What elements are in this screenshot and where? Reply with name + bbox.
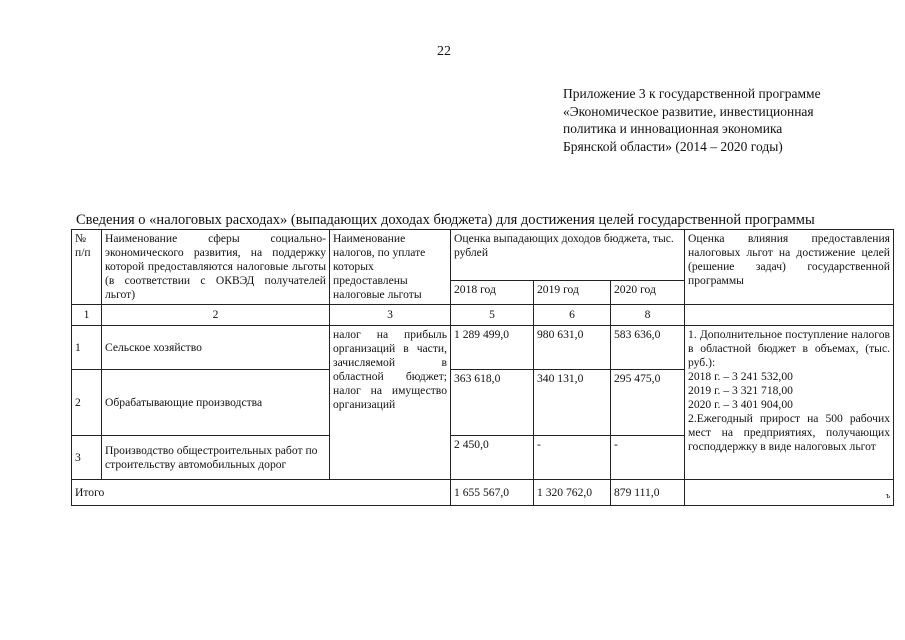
impact-line: 2018 г. – 3 241 532,00	[688, 370, 793, 383]
colnum: 3	[330, 305, 451, 326]
row-2019: 340 131,0	[534, 370, 611, 436]
impact-line: 1. Дополнительное поступление налогов в областной бюджет в объемах, (тыс. руб.):	[688, 328, 891, 369]
row-impact	[685, 326, 894, 480]
row-taxes: налог на прибыль организаций в части, зачисляемой в областной бюджет; налог на имущество организаций	[330, 326, 451, 480]
row-num: 3	[72, 436, 102, 480]
colnum	[685, 305, 894, 326]
header-taxes: Наименование налогов, по уплате которых предоставлены налоговые льготы	[330, 230, 451, 305]
appendix-line: Приложение 3 к государственной программе	[563, 86, 821, 101]
impact-line: 2020 г. – 3 401 904,00	[688, 398, 793, 411]
total-label: Итого	[72, 480, 451, 506]
total-2018: 1 655 567,0	[451, 480, 534, 506]
header-impact: Оценка влияния предоставления налоговых льгот на достижение целей (решение задач) государственной программы	[685, 230, 894, 305]
table-title: Сведения о «налоговых расходах» (выпадающих доходах бюджета) для достижения целей государственной программы	[76, 212, 815, 228]
total-2020: 879 111,0	[611, 480, 685, 506]
appendix-line: политика и инновационная экономика	[563, 121, 783, 136]
row-2020: 583 636,0	[611, 326, 685, 370]
appendix-line: «Экономическое развитие, инвестиционная	[563, 103, 814, 119]
header-estimate: Оценка выпадающих доходов бюджета, тыс. рублей	[451, 230, 685, 281]
header-year-2020: 2020 год	[611, 281, 685, 305]
column-numbers-row	[72, 305, 894, 326]
row-sphere: Сельское хозяйство	[102, 326, 330, 370]
colnum: 1	[72, 305, 102, 326]
row-sphere: Обрабатывающие производства	[102, 370, 330, 436]
colnum: 2	[102, 305, 330, 326]
header-year-2019: 2019 год	[534, 281, 611, 305]
row-2019: 980 631,0	[534, 326, 611, 370]
colnum: 5	[451, 305, 534, 326]
total-impact-cell	[685, 480, 894, 506]
header-row	[72, 230, 894, 281]
header-num: № п/п	[72, 230, 102, 305]
colnum: 6	[534, 305, 611, 326]
row-2018: 1 289 499,0	[451, 326, 534, 370]
table-row	[72, 326, 894, 370]
row-sphere: Производство общестроительных работ по строительству автомобильных дорог	[102, 436, 330, 480]
header-sphere: Наименование сферы социально-экономического развития, на поддержку которой предоставляются налоговые льготы (в соответствии с ОКВЭД получателей льгот)	[102, 230, 330, 305]
header-year-2018: 2018 год	[451, 281, 534, 305]
scan-mark: ъ	[885, 491, 891, 500]
page-number: 22	[437, 44, 451, 59]
tax-expenditure-table	[71, 229, 894, 506]
row-2019: -	[534, 436, 611, 480]
row-2020: -	[611, 436, 685, 480]
row-2018: 2 450,0	[451, 436, 534, 480]
appendix-line: Брянской области» (2014 – 2020 годы)	[563, 138, 783, 154]
row-2020: 295 475,0	[611, 370, 685, 436]
impact-line: 2.Ежегодный прирост на 500 рабочих мест на предприятиях, получающих господдержку в виде налоговых льгот	[688, 412, 891, 453]
impact-line: 2019 г. – 3 321 718,00	[688, 384, 793, 397]
total-2019: 1 320 762,0	[534, 480, 611, 506]
total-row	[72, 480, 894, 506]
row-num: 1	[72, 326, 102, 370]
row-2018: 363 618,0	[451, 370, 534, 436]
row-num: 2	[72, 370, 102, 436]
colnum: 8	[611, 305, 685, 326]
appendix-header	[563, 85, 873, 155]
